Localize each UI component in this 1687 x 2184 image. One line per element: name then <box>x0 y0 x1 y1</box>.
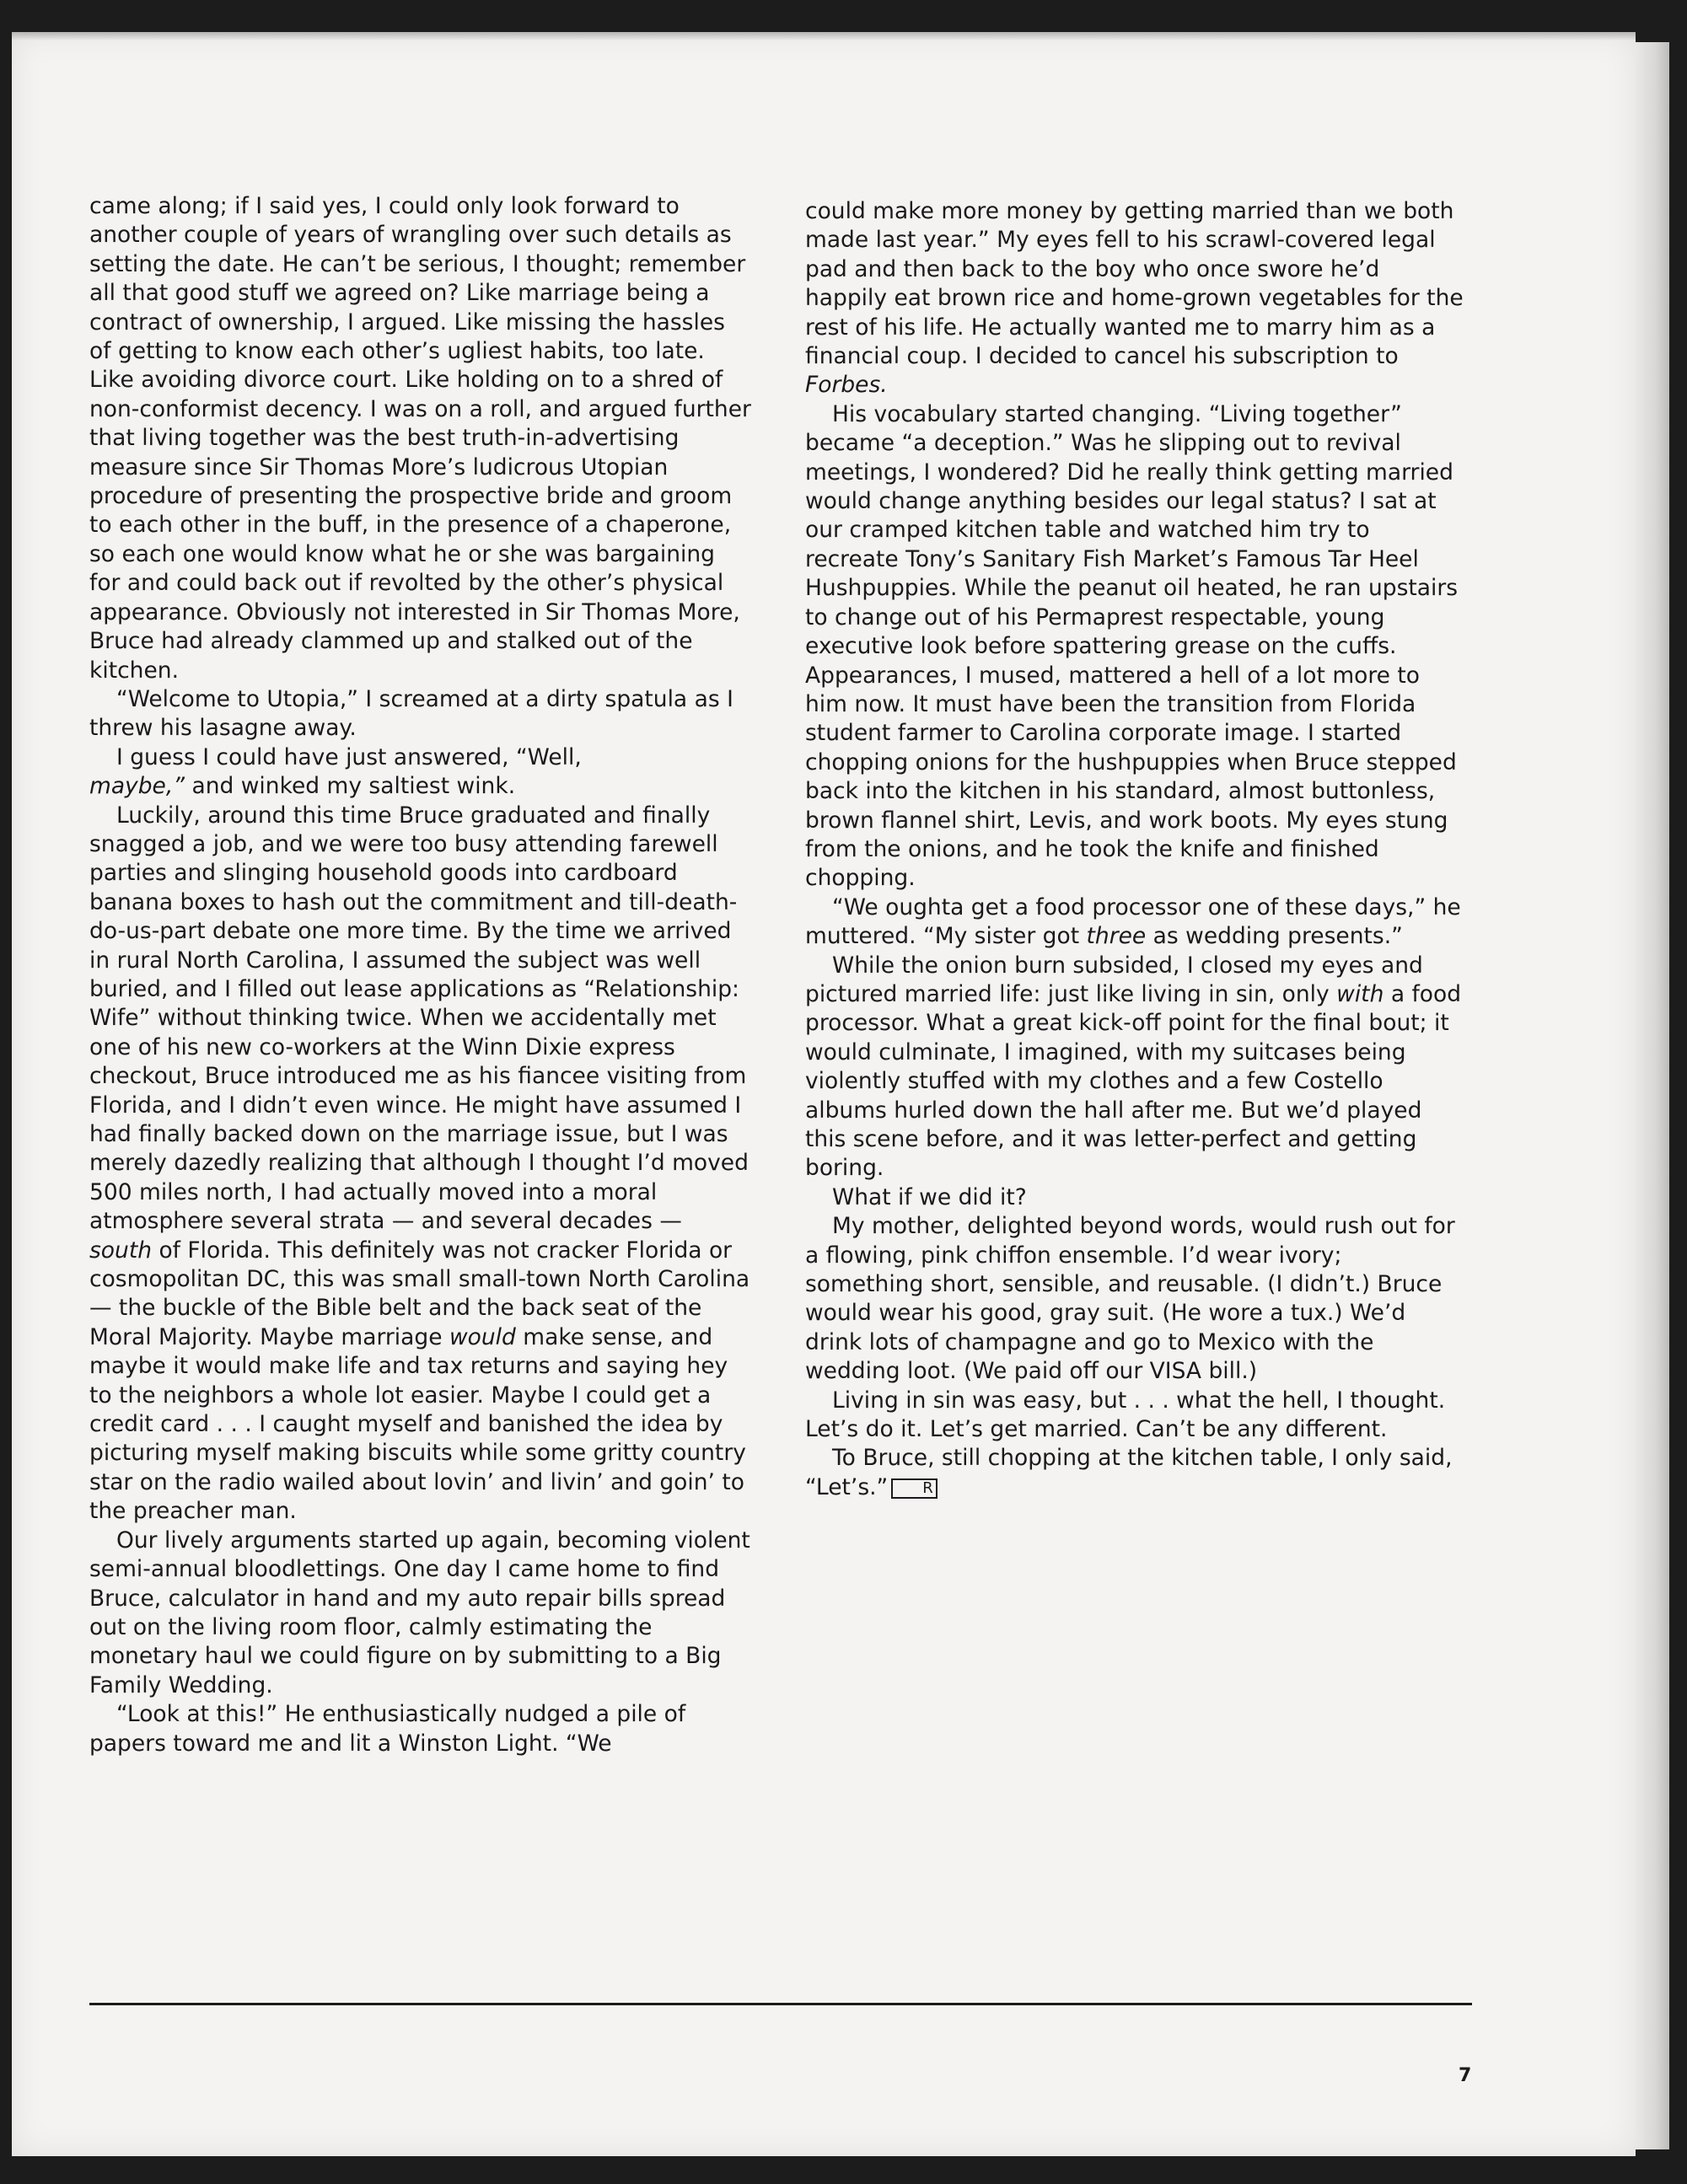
page-top-shadow <box>12 32 1636 40</box>
page-edge <box>1636 42 1669 2149</box>
paragraph: Luckily, around this time Bruce graduated and finally snagged a job, and we were too busy attending farewell parties and slinging household goods into cardboard banana boxes to hash out the commitment and till-death-do-us-part debate one more time. By the time we arrived in rural North Carolina, I assumed the subject was well buried, and I filled out lease applications as “Relationship: Wife” without thinking twice. When we accidentally met one of his new co-workers at the Winn Dixie express checkout, Bruce introduced me as his fiancee visiting from Florida, and I didn’t even wince. He might have assumed I had finally backed down on the marriage issue, but I was merely dazedly realizing that although I thought I’d moved 500 miles north, I had actually moved into a moral atmosphere several strata — and several decades — south of Florida. This definitely was not cracker Florida or cosmopolitan DC, this was small small-town North Carolina — the buckle of the Bible belt and the back seat of the Moral Majority. Maybe marriage would make sense, and maybe it would make life and tax returns and saying hey to the neighbors a whole lot easier. Maybe I could get a credit card . . . I caught myself and banished the idea by picturing myself making biscuits while some gritty country star on the radio wailed about lovin’ and livin’ and goin’ to the preacher man. <box>89 802 750 1525</box>
paragraph: “Look at this!” He enthusiastically nudged a pile of papers toward me and lit a Winston Light. “We <box>89 1701 686 1757</box>
paragraph: I guess I could have just answered, “Well, maybe,” and winked my saltiest wink. <box>89 743 582 800</box>
paragraph: What if we did it? <box>832 1183 1027 1210</box>
paragraph: To Bruce, still chopping at the kitchen table, I only said, “Let’s.” R <box>805 1445 1453 1500</box>
end-mark-icon: R <box>891 1478 938 1499</box>
paragraph: could make more money by getting married than we both made last year.” My eyes fell to his scrawl-covered legal pad and then back to the boy who once swore he’d happily eat brown rice and home-grown vegetables for the rest of his life. He actually wanted me to marry him as a financial coup. I decided to cancel his subscription to Forbes. <box>805 198 1464 399</box>
footer-rule <box>89 2003 1472 2005</box>
paragraph: came along; if I said yes, I could only look forward to another couple of years of wrangling over such details as setting the date. He can’t be serious, I thought; remember all that good stuff we agreed on? Like marriage being a contract of ownership, I argued. Like missing the hassles of getting to know each other’s ugliest habits, too late. Like avoiding divorce court. Like holding on to a shred of non-conformist decency. I was on a roll, and argued further that living together was the best truth-in-advertising measure since Sir Thomas More’s ludicrous Utopian procedure of presenting the prospective bride and groom to each other in the buff, in the presence of a chaperone, so each one would know what he or she was bargaining for and could back out if revolted by the other’s physical appearance. Obviously not interested in Sir Thomas More, Bruce had already clammed up and stalked out of the kitchen. <box>89 193 751 684</box>
left-text-column <box>89 192 751 1758</box>
paragraph: His vocabulary started changing. “Living together” became “a deception.” Was he slipping out to revival meetings, I wondered? Did he really think getting married would change anything besides our legal status? I sat at our cramped kitchen table and watched him try to recreate Tony’s Sanitary Fish Market’s Famous Tar Heel Hushpuppies. While the peanut oil heated, he ran upstairs to change out of his Permaprest respectable, young executive look before spattering grease on the cuffs. Appearances, I mused, mattered a hell of a lot more to him now. It must have been the transition from Florida student farmer to Carolina corporate image. I started chopping onions for the hushpuppies when Bruce stepped back into the kitchen in his standard, almost buttonless, brown flannel shirt, Levis, and work boots. My eyes stung from the onions, and he took the knife and finished chopping. <box>805 400 1459 892</box>
paragraph: Our lively arguments started up again, becoming violent semi-annual bloodlettings. One day I came home to find Bruce, calculator in hand and my auto repair bills spread out on the living room floor, calmly estimating the monetary haul we could figure on by submitting to a Big Family Wedding. <box>89 1527 750 1698</box>
paragraph: While the onion burn subsided, I closed my eyes and pictured married life: just like living in sin, only with a food processor. What a great kick-off point for the final bout; it would culminate, I imagined, with my suitcases being violently stuffed with my clothes and a few Costello albums hurled down the hall after me. But we’d played this scene before, and it was letter-perfect and getting boring. <box>805 952 1462 1182</box>
paragraph: Living in sin was easy, but . . . what the hell, I thought. Let’s do it. Let’s get married. Can’t be any different. <box>805 1387 1446 1443</box>
right-text-column <box>805 197 1467 1502</box>
paragraph: “Welcome to Utopia,” I screamed at a dirty spatula as I threw his lasagne away. <box>89 685 733 742</box>
paragraph: My mother, delighted beyond words, would rush out for a flowing, pink chiffon ensemble. I’d wear ivory; something short, sensible, and reusable. (I didn’t.) Bruce would wear his good, gray suit. (He wore a tux.) We’d drink lots of champagne and go to Mexico with the wedding loot. (We paid off our VISA bill.) <box>805 1213 1455 1385</box>
page-number: 7 <box>1459 2065 1472 2086</box>
paragraph: “We oughta get a food processor one of these days,” he muttered. “My sister got three as wedding presents.” <box>805 893 1461 950</box>
